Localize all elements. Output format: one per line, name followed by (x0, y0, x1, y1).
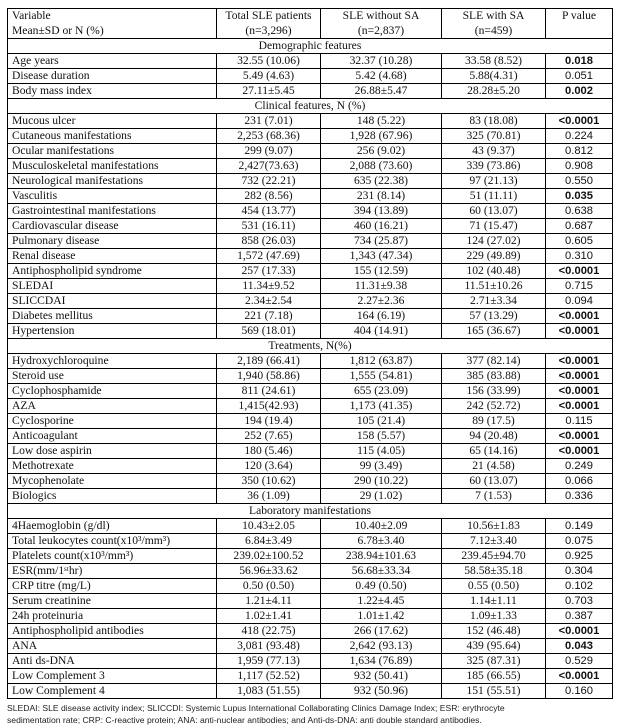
p-value-cell: 0.102 (546, 579, 613, 594)
p-value-cell: 0.249 (546, 459, 613, 474)
p-value-cell: 0.687 (546, 219, 613, 234)
variable-cell: 24h proteinuria (8, 609, 217, 624)
with-sa-cell: 385 (83.88) (442, 369, 546, 384)
p-value-cell: <0.0001 (546, 309, 613, 324)
with-sa-cell: 156 (33.99) (442, 384, 546, 399)
footnote (7, 703, 607, 726)
p-value-cell: 0.638 (546, 204, 613, 219)
table-row (8, 219, 613, 234)
p-value-cell: 0.160 (546, 684, 613, 699)
variable-cell: Serum creatinine (8, 594, 217, 609)
total-cell: 858 (26.03) (217, 234, 321, 249)
table-row (8, 444, 613, 459)
table-row (8, 354, 613, 369)
p-value-cell: 0.703 (546, 594, 613, 609)
variable-cell: Steroid use (8, 369, 217, 384)
without-sa-cell: 231 (8.14) (321, 189, 442, 204)
with-sa-cell: 152 (46.48) (442, 624, 546, 639)
total-cell: 299 (9.07) (217, 144, 321, 159)
p-value-cell: 0.094 (546, 294, 613, 309)
header-p-value: P value (546, 9, 613, 39)
p-value-cell: 0.115 (546, 414, 613, 429)
table-row (8, 474, 613, 489)
section-header-row (8, 99, 613, 114)
table-row (8, 204, 613, 219)
total-cell: 732 (22.21) (217, 174, 321, 189)
table-header (8, 9, 613, 39)
total-cell: 5.49 (4.63) (217, 69, 321, 84)
total-cell: 418 (22.75) (217, 624, 321, 639)
variable-cell: 4Haemoglobin (g/dl) (8, 519, 217, 534)
total-cell: 32.55 (10.06) (217, 54, 321, 69)
without-sa-cell: 56.68±33.34 (321, 564, 442, 579)
with-sa-cell: 58.58±35.18 (442, 564, 546, 579)
table-row (8, 639, 613, 654)
table-row (8, 534, 613, 549)
table-row (8, 654, 613, 669)
table-row (8, 594, 613, 609)
with-sa-cell: 229 (49.89) (442, 249, 546, 264)
footnote-line: SLEDAI: SLE disease activity index; SLICCDI: Systemic Lupus International Collaborating Clinics Damage Index; ESR: erythrocyte (7, 703, 505, 713)
variable-cell: Mucous ulcer (8, 114, 217, 129)
without-sa-cell: 5.42 (4.68) (321, 69, 442, 84)
without-sa-cell: 1,812 (63.87) (321, 354, 442, 369)
with-sa-cell: 7 (1.53) (442, 489, 546, 504)
with-sa-cell: 7.12±3.40 (442, 534, 546, 549)
table-row (8, 309, 613, 324)
total-cell: 569 (18.01) (217, 324, 321, 339)
without-sa-cell: 158 (5.57) (321, 429, 442, 444)
total-cell: 239.02±100.52 (217, 549, 321, 564)
variable-cell: Body mass index (8, 84, 217, 99)
without-sa-cell: 932 (50.96) (321, 684, 442, 699)
p-value-cell: 0.529 (546, 654, 613, 669)
without-sa-cell: 1.22±4.45 (321, 594, 442, 609)
with-sa-cell: 1.14±1.11 (442, 594, 546, 609)
p-value-cell: <0.0001 (546, 399, 613, 414)
table-row (8, 549, 613, 564)
with-sa-cell: 57 (13.29) (442, 309, 546, 324)
without-sa-cell: 1,928 (67.96) (321, 129, 442, 144)
with-sa-cell: 89 (17.5) (442, 414, 546, 429)
variable-cell: Vasculitis (8, 189, 217, 204)
total-cell: 1,572 (47.69) (217, 249, 321, 264)
with-sa-cell: 28.28±5.20 (442, 84, 546, 99)
total-cell: 194 (19.4) (217, 414, 321, 429)
p-value-cell: <0.0001 (546, 444, 613, 459)
p-value-cell: <0.0001 (546, 114, 613, 129)
table-row (8, 684, 613, 699)
without-sa-cell: 115 (4.05) (321, 444, 442, 459)
without-sa-cell: 26.88±5.47 (321, 84, 442, 99)
section-header-row (8, 339, 613, 354)
variable-cell: CRP titre (mg/L) (8, 579, 217, 594)
header-variable: Variable Mean±SD or N (%) (8, 9, 217, 39)
p-value-cell: 0.066 (546, 474, 613, 489)
variable-cell: Low Complement 4 (8, 684, 217, 699)
with-sa-cell: 102 (40.48) (442, 264, 546, 279)
without-sa-cell: 10.40±2.09 (321, 519, 442, 534)
variable-cell: ESR(mm/1ˢᵗhr) (8, 564, 217, 579)
with-sa-cell: 94 (20.48) (442, 429, 546, 444)
variable-cell: SLICCDAI (8, 294, 217, 309)
variable-cell: Antiphospholipid syndrome (8, 264, 217, 279)
without-sa-cell: 2,642 (93.13) (321, 639, 442, 654)
with-sa-cell: 21 (4.58) (442, 459, 546, 474)
section-header-row (8, 504, 613, 519)
total-cell: 811 (24.61) (217, 384, 321, 399)
with-sa-cell: 0.55 (0.50) (442, 579, 546, 594)
without-sa-cell: 1,173 (41.35) (321, 399, 442, 414)
with-sa-cell: 1.09±1.33 (442, 609, 546, 624)
p-value-cell: 0.310 (546, 249, 613, 264)
with-sa-cell: 325 (87.31) (442, 654, 546, 669)
p-value-cell: 0.075 (546, 534, 613, 549)
p-value-cell: 0.387 (546, 609, 613, 624)
table-row (8, 129, 613, 144)
variable-cell: Platelets count(x10³/mm³) (8, 549, 217, 564)
total-cell: 252 (7.65) (217, 429, 321, 444)
variable-cell: Antiphospholipid antibodies (8, 624, 217, 639)
variable-cell: Methotrexate (8, 459, 217, 474)
table-row (8, 369, 613, 384)
variable-cell: Biologics (8, 489, 217, 504)
table-row (8, 189, 613, 204)
with-sa-cell: 60 (13.07) (442, 474, 546, 489)
variable-cell: AZA (8, 399, 217, 414)
without-sa-cell: 734 (25.87) (321, 234, 442, 249)
without-sa-cell: 394 (13.89) (321, 204, 442, 219)
p-value-cell: 0.550 (546, 174, 613, 189)
table-row (8, 84, 613, 99)
variable-cell: Low dose aspirin (8, 444, 217, 459)
total-cell: 221 (7.18) (217, 309, 321, 324)
table-row (8, 174, 613, 189)
total-cell: 350 (10.62) (217, 474, 321, 489)
total-cell: 27.11±5.45 (217, 84, 321, 99)
without-sa-cell: 2,088 (73.60) (321, 159, 442, 174)
table-row (8, 294, 613, 309)
p-value-cell: <0.0001 (546, 264, 613, 279)
with-sa-cell: 11.51±10.26 (442, 279, 546, 294)
p-value-cell: <0.0001 (546, 669, 613, 684)
without-sa-cell: 99 (3.49) (321, 459, 442, 474)
total-cell: 454 (13.77) (217, 204, 321, 219)
table-row (8, 324, 613, 339)
variable-cell: Pulmonary disease (8, 234, 217, 249)
total-cell: 10.43±2.05 (217, 519, 321, 534)
without-sa-cell: 1,343 (47.34) (321, 249, 442, 264)
with-sa-cell: 51 (11.11) (442, 189, 546, 204)
p-value-cell: 0.224 (546, 129, 613, 144)
section-header-row (8, 39, 613, 54)
variable-cell: Gastrointestinal manifestations (8, 204, 217, 219)
with-sa-cell: 33.58 (8.52) (442, 54, 546, 69)
footnote-line: sedimentation rate; CRP: C-reactive protein; ANA: anti-nuclear antibodies; and Anti-ds-DNA: anti double standard antibodies. (7, 714, 482, 725)
variable-cell: Anti ds-DNA (8, 654, 217, 669)
with-sa-cell: 185 (66.55) (442, 669, 546, 684)
with-sa-cell: 325 (70.81) (442, 129, 546, 144)
without-sa-cell: 266 (17.62) (321, 624, 442, 639)
with-sa-cell: 239.45±94.70 (442, 549, 546, 564)
variable-cell: Renal disease (8, 249, 217, 264)
section-title: Treatments, N(%) (8, 339, 613, 354)
total-cell: 257 (17.33) (217, 264, 321, 279)
table-row (8, 489, 613, 504)
variable-cell: Neurological manifestations (8, 174, 217, 189)
table-row (8, 429, 613, 444)
variable-cell: Cardiovascular disease (8, 219, 217, 234)
variable-cell: Hydroxychloroquine (8, 354, 217, 369)
header-total: Total SLE patients (n=3,296) (217, 9, 321, 39)
variable-cell: Musculoskeletal manifestations (8, 159, 217, 174)
without-sa-cell: 0.49 (0.50) (321, 579, 442, 594)
total-cell: 1,940 (58.86) (217, 369, 321, 384)
variable-cell: ANA (8, 639, 217, 654)
variable-cell: Cutaneous manifestations (8, 129, 217, 144)
without-sa-cell: 404 (14.91) (321, 324, 442, 339)
total-cell: 1,959 (77.13) (217, 654, 321, 669)
without-sa-cell: 256 (9.02) (321, 144, 442, 159)
with-sa-cell: 5.88(4.31) (442, 69, 546, 84)
without-sa-cell: 148 (5.22) (321, 114, 442, 129)
header-with-sa: SLE with SA (n=459) (442, 9, 546, 39)
variable-cell: Cyclosporine (8, 414, 217, 429)
table-row (8, 519, 613, 534)
section-title: Demographic features (8, 39, 613, 54)
without-sa-cell: 460 (16.21) (321, 219, 442, 234)
table-row (8, 159, 613, 174)
variable-cell: Cyclophosphamide (8, 384, 217, 399)
without-sa-cell: 1.01±1.42 (321, 609, 442, 624)
table-row (8, 564, 613, 579)
table-row (8, 609, 613, 624)
sle-comparison-table (7, 8, 613, 699)
without-sa-cell: 11.31±9.38 (321, 279, 442, 294)
table-row (8, 69, 613, 84)
total-cell: 2,189 (66.41) (217, 354, 321, 369)
without-sa-cell: 29 (1.02) (321, 489, 442, 504)
total-cell: 2,253 (68.36) (217, 129, 321, 144)
table-row (8, 414, 613, 429)
with-sa-cell: 71 (15.47) (442, 219, 546, 234)
without-sa-cell: 932 (50.41) (321, 669, 442, 684)
p-value-cell: <0.0001 (546, 624, 613, 639)
with-sa-cell: 97 (21.13) (442, 174, 546, 189)
table-row (8, 144, 613, 159)
variable-cell: Age years (8, 54, 217, 69)
with-sa-cell: 2.71±3.34 (442, 294, 546, 309)
with-sa-cell: 151 (55.51) (442, 684, 546, 699)
p-value-cell: <0.0001 (546, 369, 613, 384)
with-sa-cell: 83 (18.08) (442, 114, 546, 129)
with-sa-cell: 65 (14.16) (442, 444, 546, 459)
total-cell: 1.21±4.11 (217, 594, 321, 609)
without-sa-cell: 635 (22.38) (321, 174, 442, 189)
with-sa-cell: 165 (36.67) (442, 324, 546, 339)
p-value-cell: 0.018 (546, 54, 613, 69)
p-value-cell: <0.0001 (546, 384, 613, 399)
p-value-cell: 0.043 (546, 639, 613, 654)
total-cell: 3,081 (93.48) (217, 639, 321, 654)
with-sa-cell: 242 (52.72) (442, 399, 546, 414)
without-sa-cell: 655 (23.09) (321, 384, 442, 399)
total-cell: 0.50 (0.50) (217, 579, 321, 594)
table-row (8, 669, 613, 684)
total-cell: 531 (16.11) (217, 219, 321, 234)
variable-cell: Total leukocytes count(x10³/mm³) (8, 534, 217, 549)
without-sa-cell: 6.78±3.40 (321, 534, 442, 549)
table-row (8, 624, 613, 639)
total-cell: 231 (7.01) (217, 114, 321, 129)
with-sa-cell: 124 (27.02) (442, 234, 546, 249)
section-title: Laboratory manifestations (8, 504, 613, 519)
table-row (8, 249, 613, 264)
table-body (8, 39, 613, 699)
without-sa-cell: 2.27±2.36 (321, 294, 442, 309)
p-value-cell: 0.002 (546, 84, 613, 99)
table-row (8, 114, 613, 129)
without-sa-cell: 1,555 (54.81) (321, 369, 442, 384)
without-sa-cell: 238.94±101.63 (321, 549, 442, 564)
p-value-cell: 0.605 (546, 234, 613, 249)
total-cell: 1,117 (52.52) (217, 669, 321, 684)
without-sa-cell: 32.37 (10.28) (321, 54, 442, 69)
without-sa-cell: 164 (6.19) (321, 309, 442, 324)
without-sa-cell: 290 (10.22) (321, 474, 442, 489)
total-cell: 282 (8.56) (217, 189, 321, 204)
table-row (8, 384, 613, 399)
p-value-cell: 0.336 (546, 489, 613, 504)
p-value-cell: 0.812 (546, 144, 613, 159)
total-cell: 2.34±2.54 (217, 294, 321, 309)
p-value-cell: 0.035 (546, 189, 613, 204)
with-sa-cell: 339 (73.86) (442, 159, 546, 174)
with-sa-cell: 377 (82.14) (442, 354, 546, 369)
total-cell: 1,415(42.93) (217, 399, 321, 414)
total-cell: 2,427(73.63) (217, 159, 321, 174)
total-cell: 180 (5.46) (217, 444, 321, 459)
variable-cell: Ocular manifestations (8, 144, 217, 159)
table-row (8, 279, 613, 294)
without-sa-cell: 1,634 (76.89) (321, 654, 442, 669)
with-sa-cell: 10.56±1.83 (442, 519, 546, 534)
total-cell: 11.34±9.52 (217, 279, 321, 294)
p-value-cell: 0.304 (546, 564, 613, 579)
total-cell: 1.02±1.41 (217, 609, 321, 624)
total-cell: 120 (3.64) (217, 459, 321, 474)
p-value-cell: 0.051 (546, 69, 613, 84)
p-value-cell: 0.908 (546, 159, 613, 174)
table-row (8, 579, 613, 594)
variable-cell: Mycophenolate (8, 474, 217, 489)
variable-cell: SLEDAI (8, 279, 217, 294)
p-value-cell: <0.0001 (546, 324, 613, 339)
total-cell: 36 (1.09) (217, 489, 321, 504)
with-sa-cell: 439 (95.64) (442, 639, 546, 654)
table-row (8, 399, 613, 414)
variable-cell: Hypertension (8, 324, 217, 339)
p-value-cell: <0.0001 (546, 354, 613, 369)
p-value-cell: <0.0001 (546, 429, 613, 444)
section-title: Clinical features, N (%) (8, 99, 613, 114)
with-sa-cell: 60 (13.07) (442, 204, 546, 219)
total-cell: 56.96±33.62 (217, 564, 321, 579)
p-value-cell: 0.149 (546, 519, 613, 534)
without-sa-cell: 155 (12.59) (321, 264, 442, 279)
variable-cell: Low Complement 3 (8, 669, 217, 684)
with-sa-cell: 43 (9.37) (442, 144, 546, 159)
variable-cell: Diabetes mellitus (8, 309, 217, 324)
variable-cell: Disease duration (8, 69, 217, 84)
p-value-cell: 0.715 (546, 279, 613, 294)
p-value-cell: 0.925 (546, 549, 613, 564)
total-cell: 6.84±3.49 (217, 534, 321, 549)
table-row (8, 459, 613, 474)
table-row (8, 54, 613, 69)
table-row (8, 234, 613, 249)
without-sa-cell: 105 (21.4) (321, 414, 442, 429)
header-without-sa: SLE without SA (n=2,837) (321, 9, 442, 39)
table-row (8, 264, 613, 279)
total-cell: 1,083 (51.55) (217, 684, 321, 699)
variable-cell: Anticoagulant (8, 429, 217, 444)
